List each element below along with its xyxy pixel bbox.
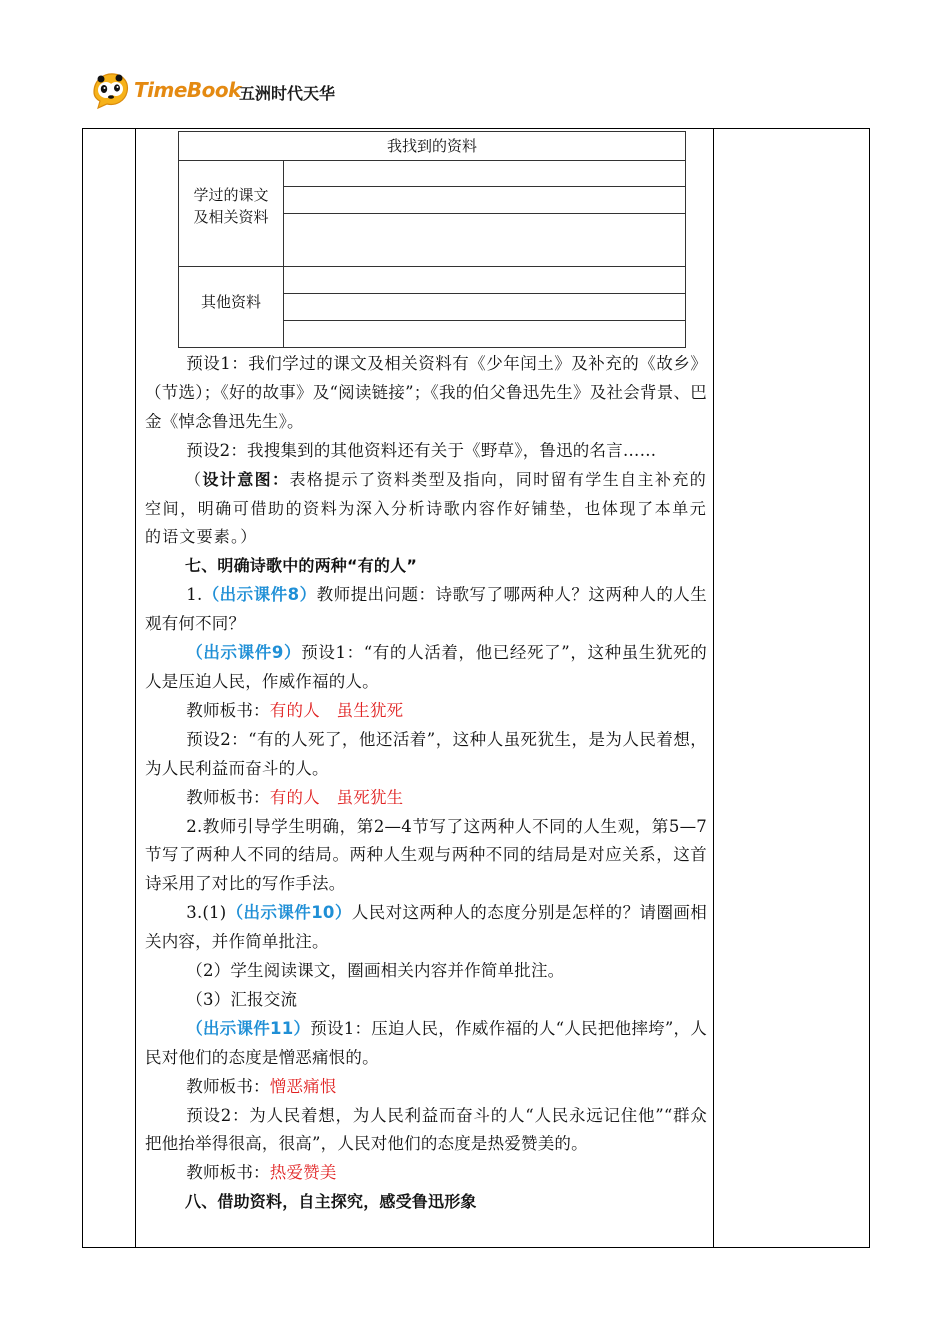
design-intent-label: 设计意图： xyxy=(202,469,290,489)
section-heading-8: 八、借助资料，自主探究，感受鲁迅形象 xyxy=(185,1192,477,1212)
courseware-tag: （出示课件10） xyxy=(226,903,352,923)
blackboard-note xyxy=(145,1159,707,1188)
blackboard-value: 热爱赞美 xyxy=(269,1163,337,1183)
preset-paragraph xyxy=(145,1015,707,1073)
design-intent-text: 表格提示了资料类型及指向，同时留有学生自主补充的空间，明确可借助的资料为深入分析诗歌内容作好铺垫，也体现了本单元的语文要素。） xyxy=(145,469,707,547)
writing-line xyxy=(283,320,685,321)
timebook-logo xyxy=(90,70,360,110)
blackboard-label: 教师板书： xyxy=(186,787,270,807)
preset-text: 预设1：“有的人活着，他已经死了”，这种虽生犹死的人是压迫人民，作威作福的人。 xyxy=(145,643,707,691)
brand-name-en: TimeBook xyxy=(134,78,241,102)
preset-paragraph: 预设2：我搜集到的其他资料还有关于《野草》，鲁迅的名言…… xyxy=(186,440,657,460)
section-heading-7: 七、明确诗歌中的两种“有的人” xyxy=(185,556,418,576)
blackboard-value: 有的人 虽生犹死 xyxy=(269,700,404,720)
resource-row-divider xyxy=(179,266,685,267)
table-divider-right xyxy=(713,129,714,1247)
table-divider-left xyxy=(135,129,136,1247)
blackboard-note xyxy=(145,784,707,813)
courseware-tag: （出示课件11） xyxy=(186,1018,311,1038)
item-number: 3.(1) xyxy=(186,903,227,923)
preset-paragraph: 预设2：“有的人死了，他还活着”，这种人虽死犹生，是为人民着想，为人民利益而奋斗的人。 xyxy=(145,729,707,778)
question-text: 人民对这两种人的态度分别是怎样的？请圈画相关内容，并作简单批注。 xyxy=(145,903,708,952)
design-intent-open: （ xyxy=(185,469,203,489)
preset-paragraph: 预设1：我们学过的课文及相关资料有《少年闰土》及补充的《故乡》（节选）；《好的故事》及“阅读链接”；《我的伯父鲁迅先生》及社会背景、巴金《悼念鲁迅先生》。 xyxy=(145,354,707,431)
blackboard-value: 憎恶痛恨 xyxy=(269,1076,337,1096)
preset-paragraph xyxy=(145,639,707,697)
courseware-tag: （出示课件8） xyxy=(202,585,317,605)
blackboard-label: 教师板书： xyxy=(186,1076,270,1096)
preset-text: 预设1：压迫人民，作威作福的人“人民把他摔垮”，人民对他们的态度是憎恶痛恨的。 xyxy=(145,1018,708,1067)
step-paragraph: （2）学生阅读课文，圈画相关内容并作简单批注。 xyxy=(186,961,565,981)
question-paragraph xyxy=(145,899,707,957)
step-paragraph: （3）汇报交流 xyxy=(186,989,298,1009)
guidance-paragraph: 2.教师引导学生明确，第2—4节写了这两种人不同的人生观，第5—7节写了两种人不同的结局。两种人生观与两种不同的结局是对应关系，这首诗采用了对比的写作手法。 xyxy=(145,816,707,894)
design-intent-note xyxy=(145,466,707,553)
writing-line xyxy=(283,213,685,214)
writing-line xyxy=(283,186,685,187)
blackboard-label: 教师板书： xyxy=(186,1163,270,1183)
question-text: 教师提出问题：诗歌写了哪两种人？这两种人的人生观有何不同？ xyxy=(145,585,707,634)
resource-table-column-line xyxy=(283,160,284,347)
blackboard-value: 有的人 虽死犹生 xyxy=(269,787,404,807)
blackboard-label: 教师板书： xyxy=(186,700,270,720)
resource-row-label-textbook: 学过的课文 及相关资料 xyxy=(193,186,269,226)
resource-row-label-other: 其他资料 xyxy=(200,293,261,311)
item-number: 1. xyxy=(186,585,203,605)
writing-line xyxy=(283,293,685,294)
brand-name-cn: 五洲时代天华 xyxy=(239,84,336,103)
blackboard-note xyxy=(145,697,707,726)
blackboard-note xyxy=(145,1073,707,1102)
courseware-tag: （出示课件9） xyxy=(186,643,302,663)
resource-table-title: 我找到的资料 xyxy=(179,132,685,161)
resource-table xyxy=(178,131,686,348)
question-paragraph xyxy=(145,581,707,639)
lesson-content xyxy=(145,350,707,1217)
preset-paragraph: 预设2：为人民着想，为人民利益而奋斗的人“人民永远记住他”“群众把他抬举得很高，很高”，人民对他们的态度是热爱赞美的。 xyxy=(145,1105,707,1154)
panda-speech-bubble-icon xyxy=(90,70,130,110)
